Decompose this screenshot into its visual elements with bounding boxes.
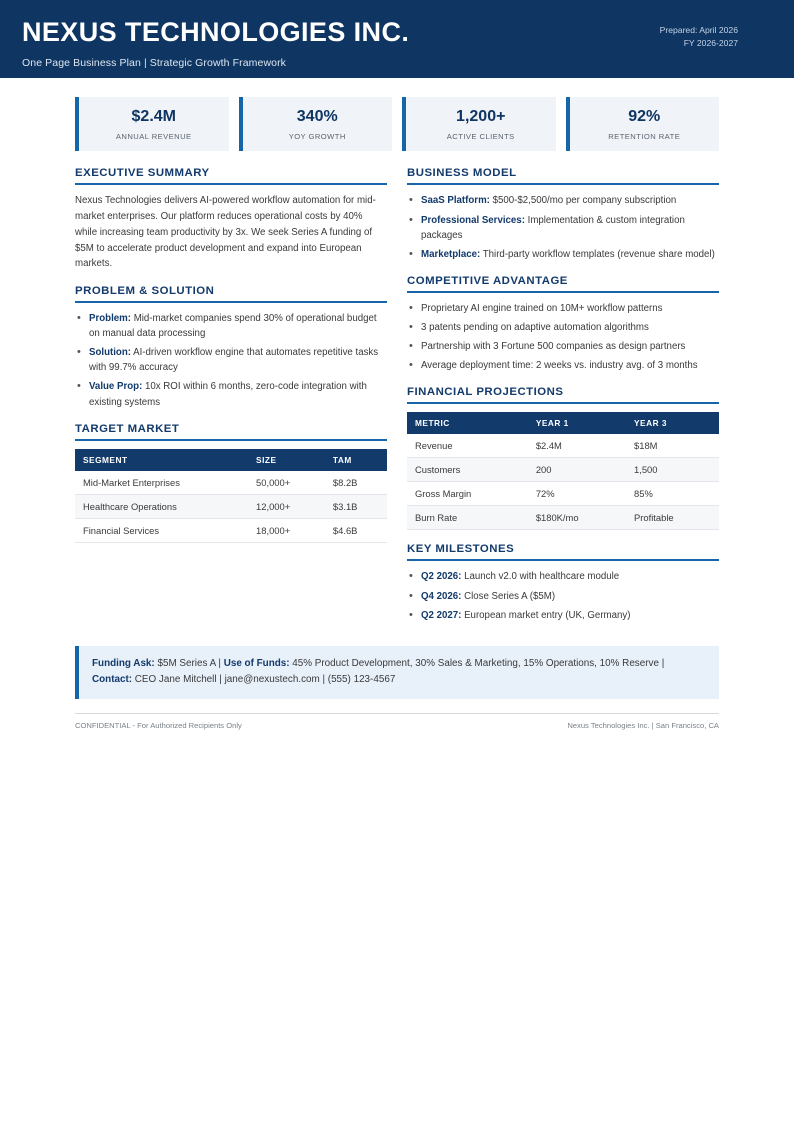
section-rule	[407, 183, 719, 185]
callout-label: Contact:	[92, 673, 133, 685]
kpi-card	[402, 97, 556, 151]
document-header	[0, 0, 794, 78]
section-target-market	[75, 423, 387, 543]
section-title: FINANCIAL PROJECTIONS	[407, 386, 564, 399]
list-item: • Professional Services: Implementation & custom integration packages	[407, 213, 719, 243]
kpi-label: YOY GROWTH	[288, 132, 346, 142]
table-cell: Gross Margin	[407, 482, 528, 506]
table-cell: 85%	[626, 482, 719, 506]
kpi-value: 1,200+	[456, 108, 506, 125]
section-title: COMPETITIVE ADVANTAGE	[407, 274, 568, 287]
table-cell: 72%	[528, 482, 626, 506]
table-cell: 1,500	[626, 458, 719, 482]
fiscal-year: FY 2026-2027	[683, 37, 738, 48]
table-header-row	[75, 449, 387, 471]
callout-label: Funding Ask:	[92, 657, 155, 669]
business-model-list	[407, 193, 719, 262]
section-problem-solution	[75, 285, 387, 410]
table-cell: $2.4M	[528, 434, 626, 458]
kpi-label: RETENTION RATE	[608, 132, 681, 142]
table-row	[407, 458, 719, 482]
list-item: • Problem: Mid-market companies spend 30% of operational budget on manual data processing	[75, 311, 387, 341]
section-executive-summary	[75, 167, 387, 272]
section-rule	[75, 439, 387, 441]
table-header-row	[407, 412, 719, 434]
kpi-strip	[0, 78, 794, 151]
kpi-value: 340%	[296, 108, 338, 125]
table-cell: Mid-Market Enterprises	[75, 471, 248, 495]
company-location: Nexus Technologies Inc. | San Francisco, CA	[567, 720, 719, 730]
section-title: PROBLEM & SOLUTION	[75, 284, 215, 297]
table-cell: 12,000+	[248, 494, 325, 518]
header-meta-group	[660, 18, 738, 50]
list-item: • Partnership with 3 Fortune 500 companies as design partners	[407, 339, 719, 354]
table-row	[75, 494, 387, 518]
table-cell: Revenue	[407, 434, 528, 458]
kpi-card	[566, 97, 720, 151]
table-cell: $18M	[626, 434, 719, 458]
body-grid	[0, 151, 794, 635]
table-column-header: TAM	[325, 449, 387, 471]
table-column-header: YEAR 1	[528, 412, 626, 434]
section-rule	[407, 291, 719, 293]
section-title: EXECUTIVE SUMMARY	[75, 167, 210, 180]
table-column-header: METRIC	[407, 412, 528, 434]
section-key-milestones	[407, 543, 719, 622]
table-cell: Burn Rate	[407, 506, 528, 530]
table-row	[407, 506, 719, 530]
table-row	[75, 471, 387, 495]
table-cell: 18,000+	[248, 518, 325, 542]
target-market-table	[75, 449, 387, 543]
table-cell: $4.6B	[325, 518, 387, 542]
financial-projections-table	[407, 412, 719, 530]
section-title: BUSINESS MODEL	[407, 167, 517, 180]
key-milestones-list	[407, 569, 719, 622]
list-item-lead: Value Prop:	[89, 381, 143, 393]
table-row	[407, 482, 719, 506]
list-item: • Solution: AI-driven workflow engine that automates repetitive tasks with 99.7% accuracy	[75, 345, 387, 375]
list-item-lead: Q4 2026:	[421, 590, 462, 602]
table-column-header: YEAR 3	[626, 412, 719, 434]
executive-summary-text: Nexus Technologies delivers AI-powered workflow automation for mid-market enterprises. Our platform reduces operational costs by 40% while increasing team productivity by 3x. We seek Series A funding of $5M to accelerate product development and expand into European markets.	[75, 195, 376, 270]
confidentiality-notice: CONFIDENTIAL - For Authorized Recipients Only	[75, 720, 242, 730]
left-column	[75, 167, 387, 555]
section-financial-projections	[407, 386, 719, 530]
table-cell: Customers	[407, 458, 528, 482]
list-item-lead: Solution:	[89, 347, 131, 359]
list-item: • 3 patents pending on adaptive automation algorithms	[407, 320, 719, 335]
section-title: TARGET MARKET	[75, 422, 180, 435]
table-cell: $180K/mo	[528, 506, 626, 530]
company-name: NEXUS TECHNOLOGIES INC.	[22, 17, 410, 47]
list-item: • Average deployment time: 2 weeks vs. industry avg. of 3 months	[407, 358, 719, 373]
prepared-date: Prepared: April 2026	[659, 25, 738, 35]
section-rule	[407, 402, 719, 404]
document-subtitle: One Page Business Plan | Strategic Growth Framework	[22, 56, 287, 69]
list-item-lead: Problem:	[89, 312, 131, 324]
table-cell: 50,000+	[248, 471, 325, 495]
list-item: • Q4 2026: Close Series A ($5M)	[407, 589, 719, 604]
section-rule	[75, 183, 387, 185]
list-item: • Proprietary AI engine trained on 10M+ workflow patterns	[407, 301, 719, 316]
table-column-header: SIZE	[248, 449, 325, 471]
section-rule	[407, 559, 719, 561]
right-column	[407, 167, 719, 635]
table-cell: Healthcare Operations	[75, 494, 248, 518]
kpi-label: ACTIVE CLIENTS	[446, 132, 515, 142]
section-competitive-advantage	[407, 275, 719, 374]
list-item-lead: Professional Services:	[421, 214, 525, 226]
kpi-value: 92%	[628, 108, 661, 125]
list-item: • SaaS Platform: $500-$2,500/mo per company subscription	[407, 193, 719, 208]
table-row	[75, 518, 387, 542]
list-item: • Marketplace: Third-party workflow templates (revenue share model)	[407, 247, 719, 262]
section-title: KEY MILESTONES	[407, 543, 515, 556]
competitive-advantage-list	[407, 301, 719, 374]
section-business-model	[407, 167, 719, 262]
list-item-lead: Marketplace:	[421, 248, 481, 260]
funding-callout: Funding Ask: $5M Series A | Use of Funds: 45% Product Development, 30% Sales & Marketing, 15% Operations, 10% Reserve | Contact: CEO Jane Mitchell | jane@nexustech.com | (555) 123-4567	[75, 646, 719, 699]
list-item: • Q2 2026: Launch v2.0 with healthcare module	[407, 569, 719, 584]
kpi-label: ANNUAL REVENUE	[115, 132, 192, 142]
table-cell: $8.2B	[325, 471, 387, 495]
list-item-lead: Q2 2027:	[421, 609, 462, 621]
header-left-group	[20, 18, 409, 69]
kpi-card	[239, 97, 393, 151]
section-rule	[75, 301, 387, 303]
table-row	[407, 434, 719, 458]
document-footer	[75, 713, 719, 730]
list-item-lead: SaaS Platform:	[421, 195, 490, 207]
kpi-value: $2.4M	[131, 108, 176, 125]
table-cell: $3.1B	[325, 494, 387, 518]
kpi-card	[75, 97, 229, 151]
problem-solution-list	[75, 311, 387, 410]
table-cell: Profitable	[626, 506, 719, 530]
table-cell: Financial Services	[75, 518, 248, 542]
list-item: • Value Prop: 10x ROI within 6 months, zero-code integration with existing systems	[75, 379, 387, 409]
table-column-header: SEGMENT	[75, 449, 248, 471]
list-item: • Q2 2027: European market entry (UK, Germany)	[407, 608, 719, 623]
callout-label: Use of Funds:	[223, 657, 290, 669]
list-item-lead: Q2 2026:	[421, 571, 462, 583]
table-cell: 200	[528, 458, 626, 482]
